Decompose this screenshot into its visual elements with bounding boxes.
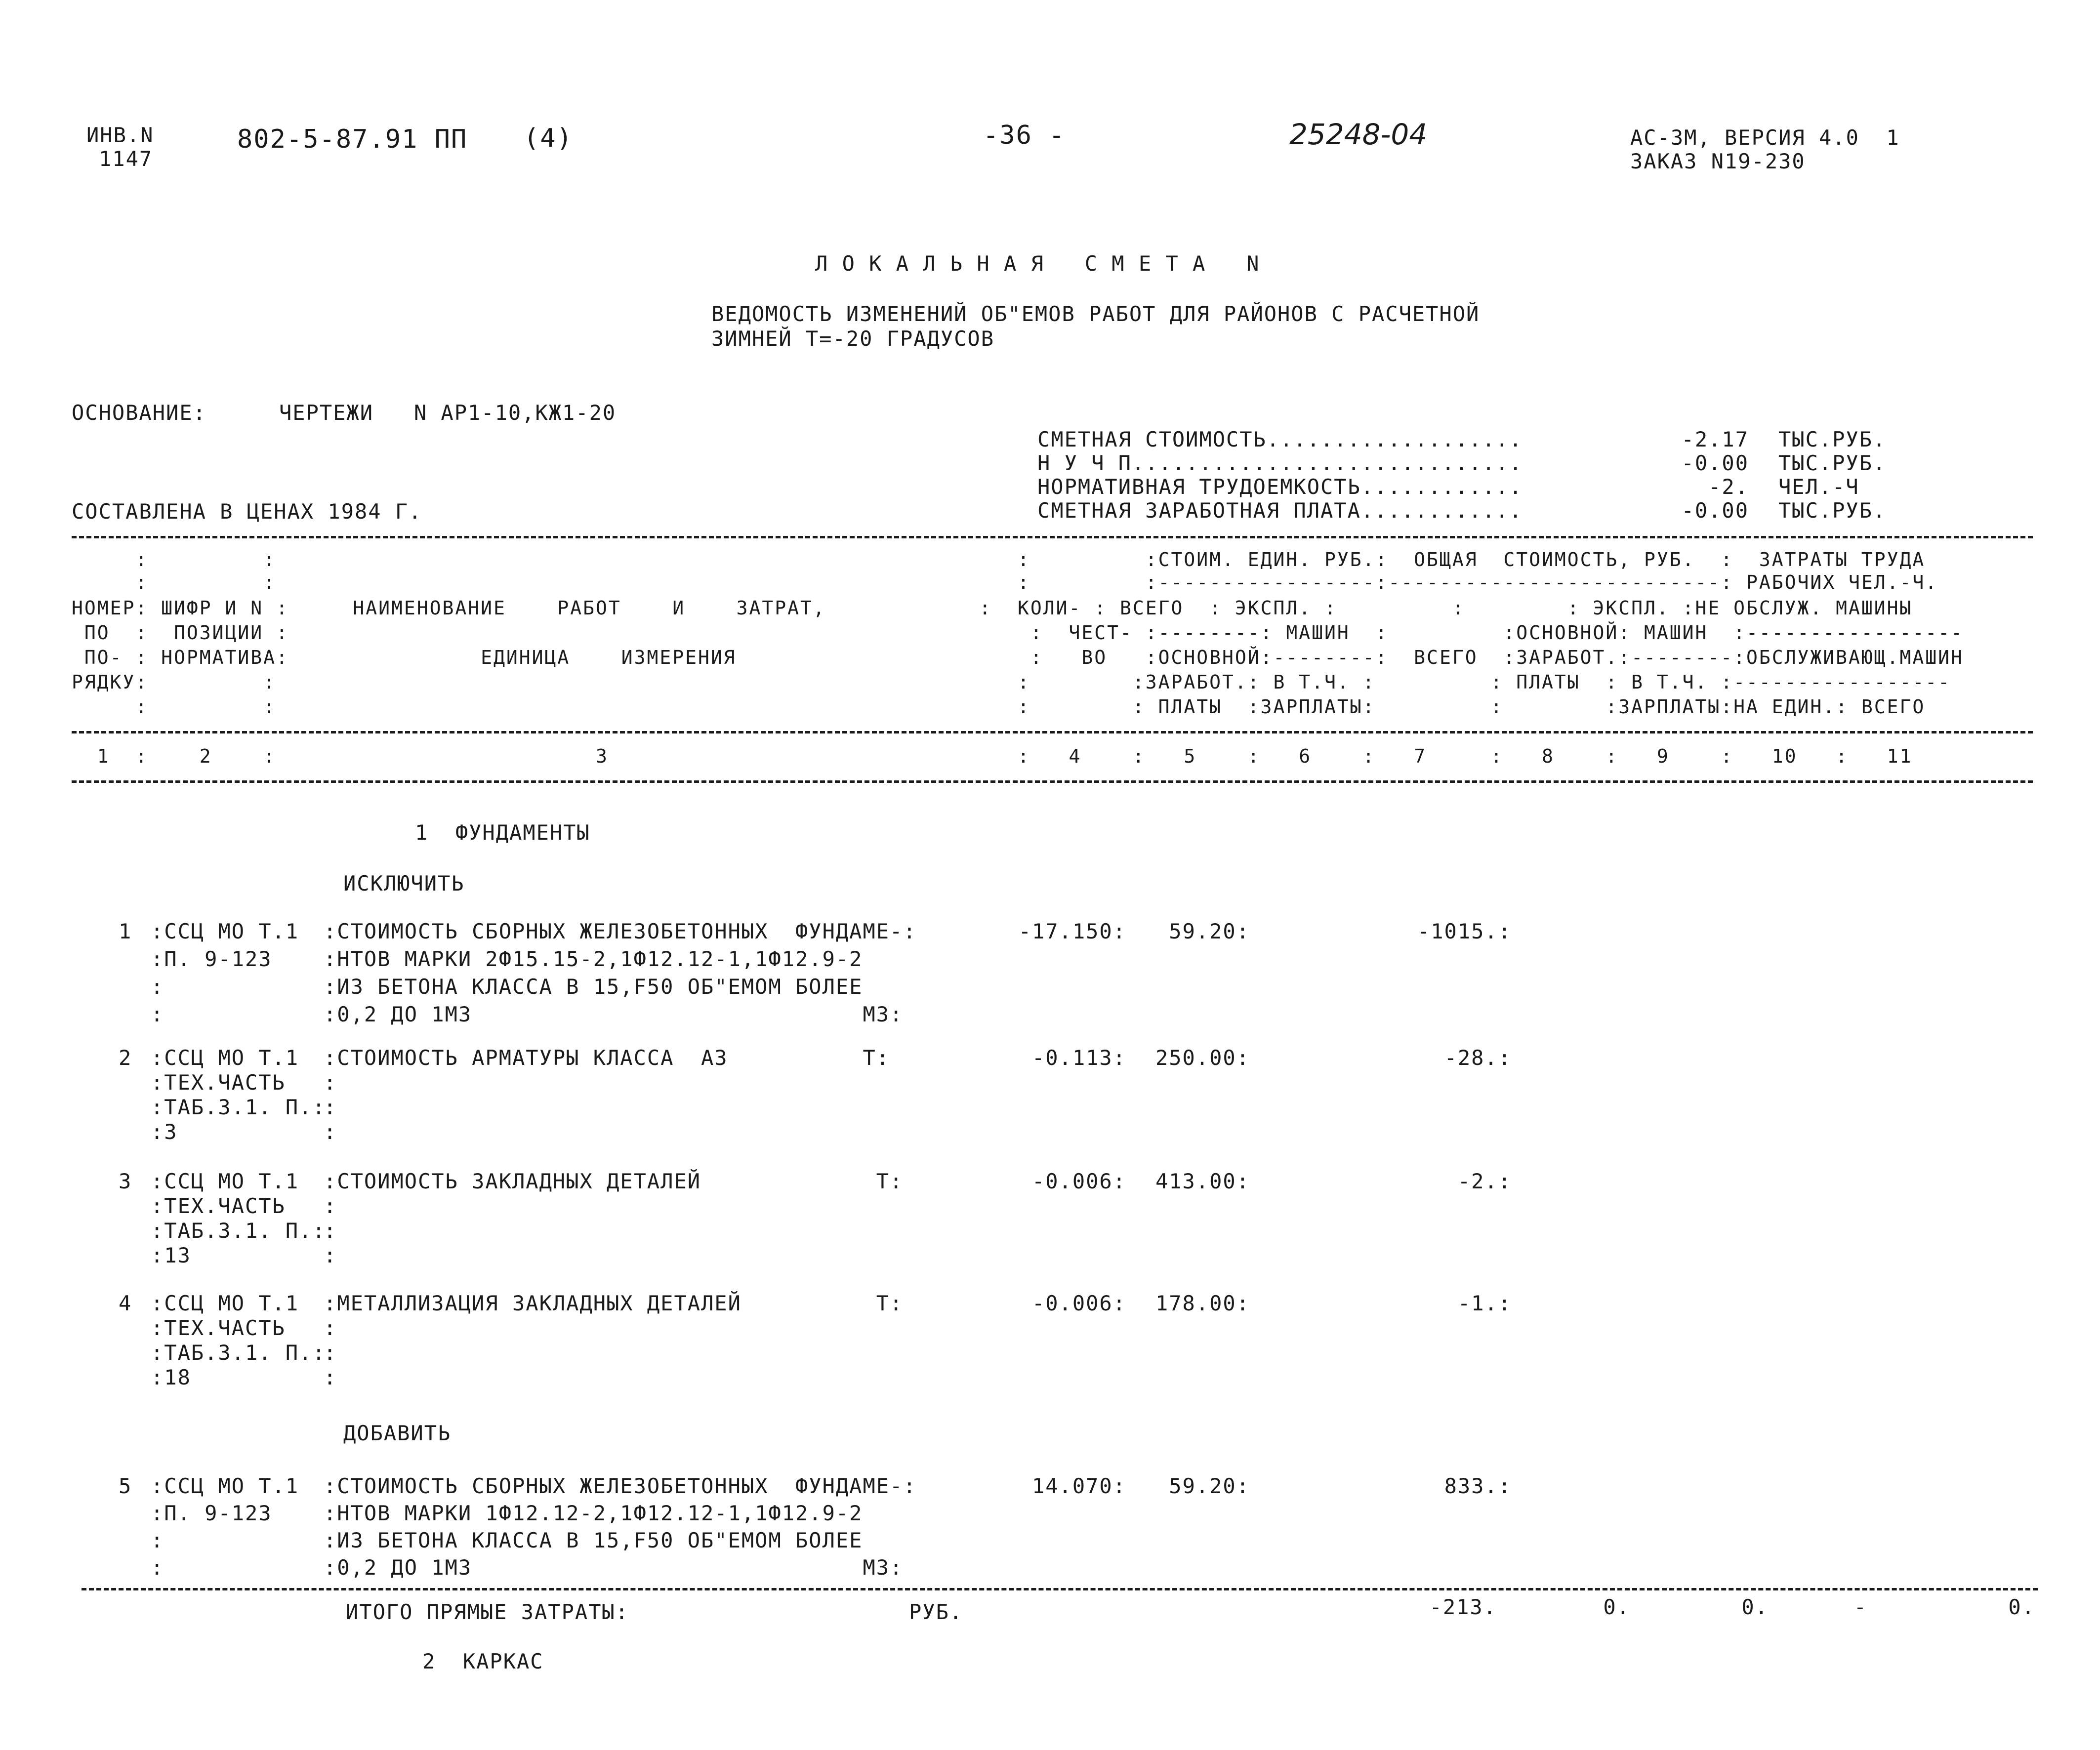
work-name: :МЕТАЛЛИЗАЦИЯ ЗАКЛАДНЫХ ДЕТАЛЕЙ Т: bbox=[324, 1291, 904, 1315]
total-cost: -28.: bbox=[1444, 1046, 1512, 1070]
basis-label: ОСНОВАНИЕ: bbox=[72, 401, 206, 425]
work-name: :СТОИМОСТЬ СБОРНЫХ ЖЕЛЕЗОБЕТОННЫХ ФУНДАМЕ-: bbox=[324, 919, 917, 943]
work-name: : bbox=[324, 1316, 337, 1340]
quantity: -0.006: bbox=[1031, 1169, 1126, 1193]
norm-code: : bbox=[151, 1002, 165, 1026]
totals-cost: -213. bbox=[1429, 1595, 1497, 1619]
norm-code: :ССЦ МО Т.1 bbox=[151, 1046, 299, 1070]
norm-code: : bbox=[151, 975, 165, 999]
row-number: 1 bbox=[119, 919, 132, 943]
unit-price: 178.00: bbox=[1155, 1291, 1250, 1315]
summary-label: СМЕТНАЯ ЗАРАБОТНАЯ ПЛАТА............ bbox=[1037, 498, 1523, 523]
work-name: : bbox=[324, 1243, 337, 1267]
program-version: АС-3М, ВЕРСИЯ 4.0 1 bbox=[1630, 125, 1900, 150]
handwritten-code: 25248-04 bbox=[1289, 118, 1428, 151]
work-name: :СТОИМОСТЬ СБОРНЫХ ЖЕЛЕЗОБЕТОННЫХ ФУНДАМЕ-: bbox=[324, 1474, 917, 1498]
section-title: 1 ФУНДАМЕНТЫ bbox=[415, 820, 590, 845]
inventory-number: 1147 bbox=[99, 147, 153, 171]
volume-number: (4) bbox=[524, 123, 573, 153]
table-top-rule bbox=[72, 536, 2033, 538]
totals-rule bbox=[82, 1588, 2038, 1590]
table-header-line: РЯДКУ: : : :ЗАРАБОТ.: В Т.Ч. : : ПЛАТЫ : В Т.Ч. :----------------- bbox=[72, 671, 1951, 693]
group-label-exclude: ИСКЛЮЧИТЬ bbox=[343, 871, 465, 895]
norm-code: :ТЕХ.ЧАСТЬ bbox=[151, 1070, 286, 1095]
summary-unit: ЧЕЛ.-Ч bbox=[1778, 475, 1859, 499]
document-title: Л О К А Л Ь Н А Я С М Е Т А N bbox=[815, 251, 1260, 276]
row-number: 4 bbox=[119, 1291, 132, 1315]
totals-labor-total: 0. bbox=[2008, 1595, 2035, 1619]
work-name: :0,2 ДО 1М3 М3: bbox=[324, 1555, 904, 1580]
work-name: : bbox=[324, 1365, 337, 1389]
table-header-rule bbox=[72, 731, 2033, 733]
work-name: : bbox=[324, 1095, 337, 1119]
document-subtitle-line2: ЗИМНЕЙ Т=-20 ГРАДУСОВ bbox=[711, 326, 995, 351]
summary-value: -2. bbox=[1708, 475, 1749, 499]
quantity: -0.113: bbox=[1031, 1046, 1126, 1070]
table-header-line: : : : :СТОИМ. ЕДИН. РУБ.: ОБЩАЯ СТОИМОСТЬ, РУБ. : ЗАТРАТЫ ТРУДА bbox=[72, 549, 1926, 570]
summary-unit: ТЫС.РУБ. bbox=[1778, 451, 1887, 475]
column-numbers-rule bbox=[72, 780, 2033, 783]
quantity: -0.006: bbox=[1031, 1291, 1126, 1315]
norm-code: :ТЕХ.ЧАСТЬ bbox=[151, 1316, 286, 1340]
work-name: : bbox=[324, 1120, 337, 1144]
summary-label: НОРМАТИВНАЯ ТРУДОЕМКОСТЬ............ bbox=[1037, 475, 1523, 499]
price-base: СОСТАВЛЕНА В ЦЕНАХ 1984 Г. bbox=[72, 499, 422, 524]
inventory-label: ИНВ.N bbox=[86, 123, 154, 147]
norm-code: : bbox=[151, 1528, 165, 1552]
totals-unit: РУБ. bbox=[909, 1600, 963, 1624]
quantity: -17.150: bbox=[1018, 919, 1126, 943]
norm-code: :3 bbox=[151, 1120, 178, 1144]
total-cost: -2.: bbox=[1457, 1169, 1512, 1193]
row-number: 3 bbox=[119, 1169, 132, 1193]
norm-code: :13 bbox=[151, 1243, 191, 1267]
norm-code: :ССЦ МО Т.1 bbox=[151, 1291, 299, 1315]
norm-code: :ССЦ МО Т.1 bbox=[151, 919, 299, 943]
totals-base-wage: 0. bbox=[1603, 1595, 1630, 1619]
total-cost: -1015.: bbox=[1417, 919, 1512, 943]
work-name: :СТОИМОСТЬ ЗАКЛАДНЫХ ДЕТАЛЕЙ Т: bbox=[324, 1169, 904, 1193]
unit-price: 59.20: bbox=[1169, 919, 1250, 943]
table-header-line: ПО- : НОРМАТИВА: ЕДИНИЦА ИЗМЕРЕНИЯ : ВО :ОСНОВНОЙ:--------: ВСЕГО :ЗАРАБОТ.:--------:ОБСЛУЖИВАЮЩ.МАШИН bbox=[72, 647, 1964, 668]
table-header-line: ПО : ПОЗИЦИИ : : ЧЕСТ- :--------: МАШИН : :ОСНОВНОЙ: МАШИН :----------------- bbox=[72, 622, 1964, 644]
norm-code: :П. 9-123 bbox=[151, 1501, 272, 1525]
totals-labor-unit: - bbox=[1853, 1595, 1867, 1619]
totals-machines: 0. bbox=[1741, 1595, 1769, 1619]
work-name: :0,2 ДО 1М3 М3: bbox=[324, 1002, 904, 1026]
work-name: : bbox=[324, 1194, 337, 1218]
row-number: 5 bbox=[119, 1474, 132, 1498]
row-number: 2 bbox=[119, 1046, 132, 1070]
work-name: : bbox=[324, 1341, 337, 1365]
norm-code: :ССЦ МО Т.1 bbox=[151, 1169, 299, 1193]
unit-price: 250.00: bbox=[1155, 1046, 1250, 1070]
summary-unit: ТЫС.РУБ. bbox=[1778, 427, 1887, 451]
norm-code: : bbox=[151, 1555, 165, 1580]
work-name: :СТОИМОСТЬ АРМАТУРЫ КЛАССА А3 Т: bbox=[324, 1046, 890, 1070]
project-code: 802-5-87.91 ПП bbox=[237, 124, 468, 154]
group-label-add: ДОБАВИТЬ bbox=[343, 1421, 452, 1445]
summary-label: Н У Ч П............................. bbox=[1037, 451, 1523, 475]
norm-code: :ТАБ.3.1. П.: bbox=[151, 1341, 326, 1365]
unit-price: 59.20: bbox=[1169, 1474, 1250, 1498]
work-name: :ИЗ БЕТОНА КЛАССА В 15,F50 ОБ"ЕМОМ БОЛЕЕ bbox=[324, 1528, 863, 1552]
summary-label: СМЕТНАЯ СТОИМОСТЬ................... bbox=[1037, 427, 1523, 451]
norm-code: :ТАБ.3.1. П.: bbox=[151, 1095, 326, 1119]
unit-price: 413.00: bbox=[1155, 1169, 1250, 1193]
order-number: ЗАКАЗ N19-230 bbox=[1630, 149, 1806, 173]
norm-code: :ТЕХ.ЧАСТЬ bbox=[151, 1194, 286, 1218]
norm-code: :П. 9-123 bbox=[151, 947, 272, 971]
table-header-line: НОМЕР: ШИФР И N : НАИМЕНОВАНИЕ РАБОТ И ЗАТРАТ, : КОЛИ- : ВСЕГО : ЭКСПЛ. : : : ЭКСПЛ. :НЕ ОБСЛУЖ. МАШИНЫ bbox=[72, 597, 1913, 619]
basis-value: ЧЕРТЕЖИ N АР1-10,КЖ1-20 bbox=[279, 401, 617, 425]
totals-label: ИТОГО ПРЯМЫЕ ЗАТРАТЫ: bbox=[346, 1600, 629, 1624]
quantity: 14.070: bbox=[1031, 1474, 1126, 1498]
table-header-line: : : : :-----------------:--------------------------: РАБОЧИХ ЧЕЛ.-Ч. bbox=[72, 571, 1938, 593]
summary-value: -0.00 bbox=[1681, 451, 1749, 475]
summary-value: -0.00 bbox=[1681, 498, 1749, 523]
total-cost: 833.: bbox=[1444, 1474, 1512, 1498]
summary-unit: ТЫС.РУБ. bbox=[1778, 498, 1887, 523]
summary-value: -2.17 bbox=[1681, 427, 1749, 451]
norm-code: :18 bbox=[151, 1365, 191, 1389]
column-numbers: 1 : 2 : 3 : 4 : 5 : 6 : 7 : 8 : 9 : 10 : 11 bbox=[72, 745, 1913, 767]
norm-code: :ТАБ.3.1. П.: bbox=[151, 1219, 326, 1243]
table-header-line: : : : : ПЛАТЫ :ЗАРПЛАТЫ: : :ЗАРПЛАТЫ:НА ЕДИН.: ВСЕГО bbox=[72, 696, 1926, 718]
work-name: : bbox=[324, 1070, 337, 1095]
norm-code: :ССЦ МО Т.1 bbox=[151, 1474, 299, 1498]
document-subtitle-line1: ВЕДОМОСТЬ ИЗМЕНЕНИЙ ОБ"ЕМОВ РАБОТ ДЛЯ РАЙОНОВ С РАСЧЕТНОЙ bbox=[711, 302, 1480, 326]
work-name: :ИЗ БЕТОНА КЛАССА В 15,F50 ОБ"ЕМОМ БОЛЕЕ bbox=[324, 975, 863, 999]
work-name: :НТОВ МАРКИ 2Ф15.15-2,1Ф12.12-1,1Ф12.9-2 bbox=[324, 947, 863, 971]
work-name: :НТОВ МАРКИ 1Ф12.12-2,1Ф12.12-1,1Ф12.9-2 bbox=[324, 1501, 863, 1525]
total-cost: -1.: bbox=[1457, 1291, 1512, 1315]
section-title: 2 КАРКАС bbox=[422, 1649, 544, 1673]
page-number: -36 - bbox=[983, 121, 1066, 150]
work-name: : bbox=[324, 1219, 337, 1243]
